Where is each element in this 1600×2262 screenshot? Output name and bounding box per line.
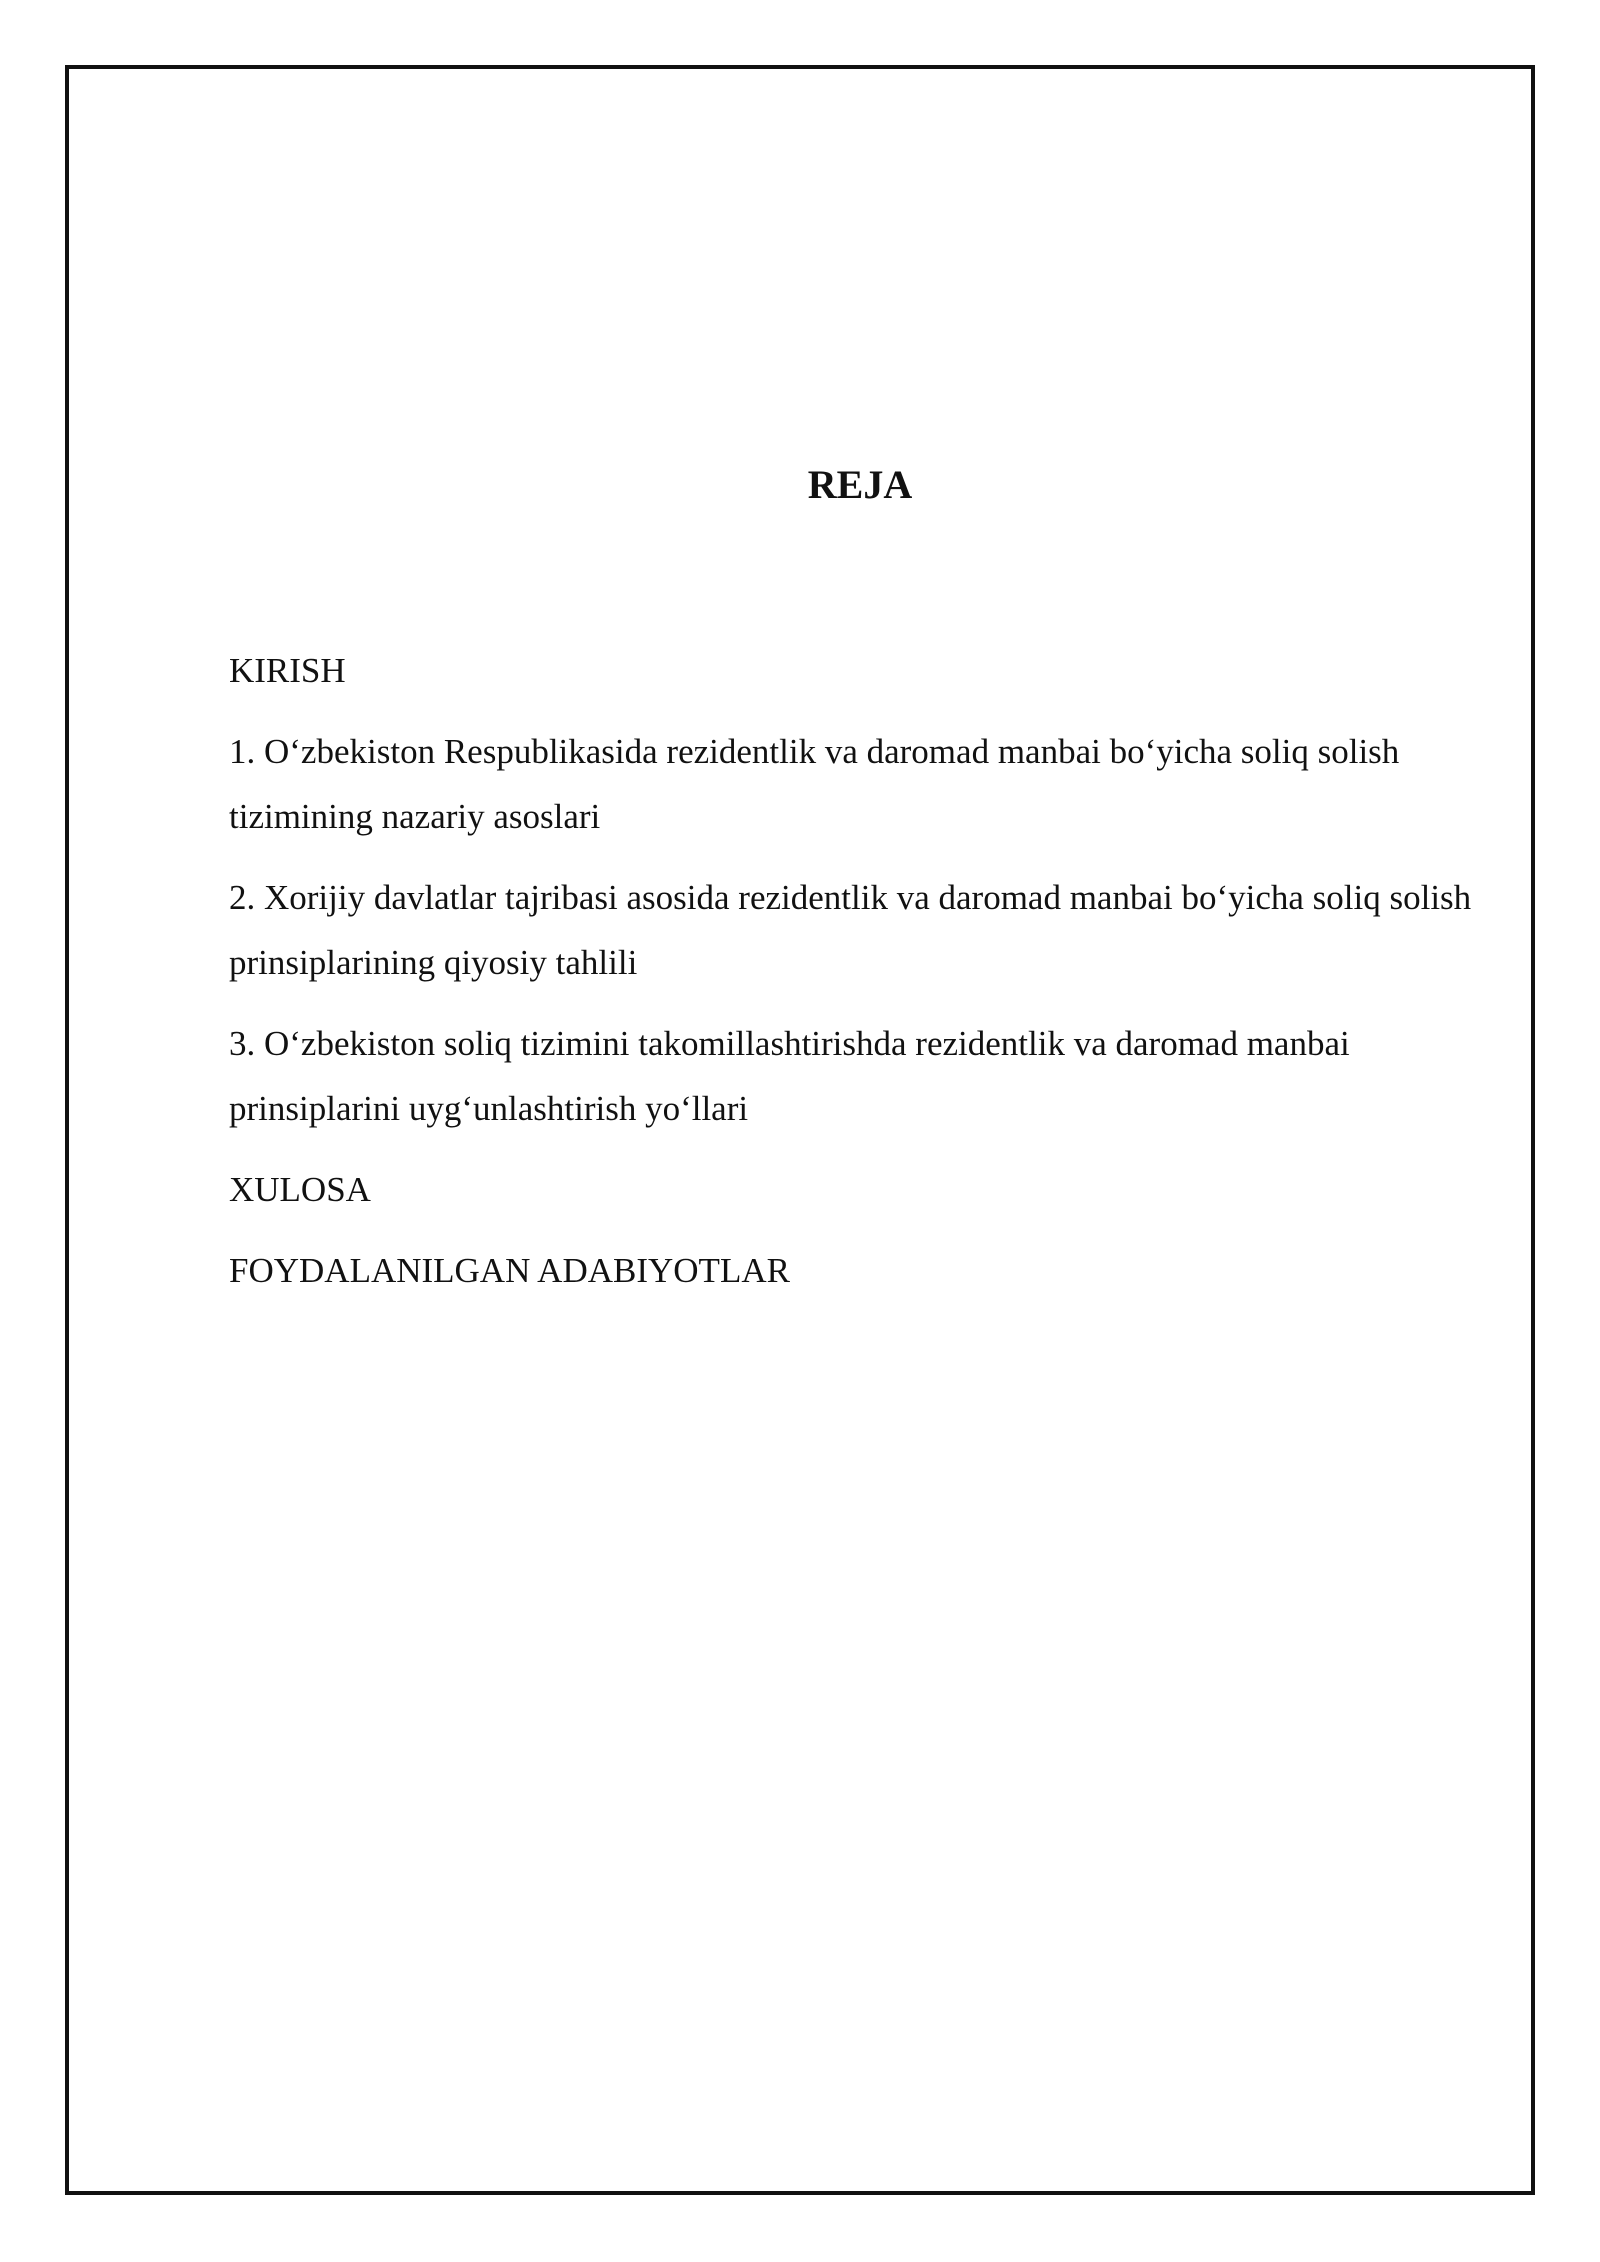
plan-item-section-2: 2. Xorijiy davlatlar tajribasi asosida rezidentlik va daromad manbai bo‘yicha soliq solish prinsiplarining qiyosiy tahlili [229,878,1472,982]
plan-item-references: FOYDALANILGAN ADABIYOTLAR [229,1251,790,1290]
page-title: REJA [807,462,913,507]
plan-list [229,638,1489,1319]
plan-item-section-1: 1. O‘zbekiston Respublikasida rezidentlik va daromad manbai bo‘yicha soliq solish tizimining nazariy asoslari [229,732,1400,836]
plan-item-introduction: KIRISH [229,651,346,690]
plan-item-section-3: 3. O‘zbekiston soliq tizimini takomillashtirishda rezidentlik va daromad manbai prinsiplarini uyg‘unlashtirish yo‘llari [229,1024,1350,1128]
plan-item-conclusion: XULOSA [229,1170,371,1209]
